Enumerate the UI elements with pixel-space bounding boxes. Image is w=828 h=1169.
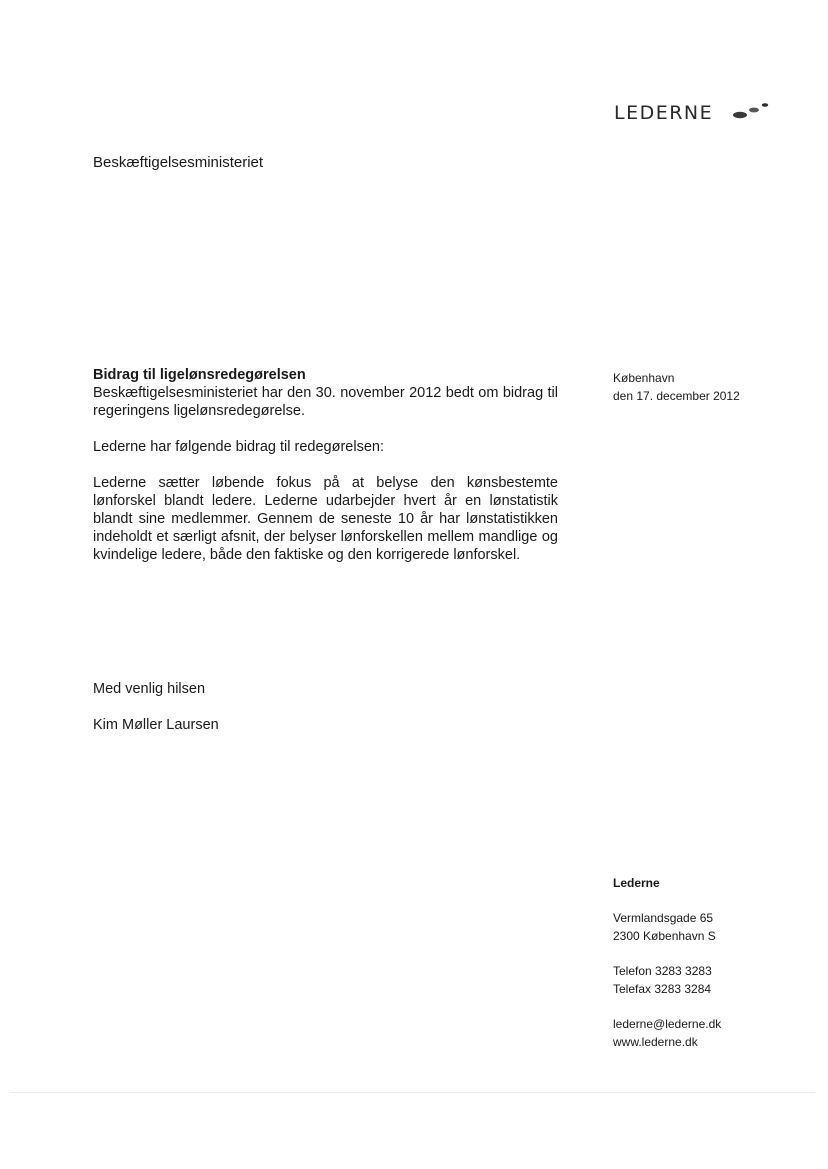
letter-body — [93, 366, 558, 564]
page-bottom-divider — [10, 1092, 815, 1093]
signer-name: Kim Møller Laursen — [93, 717, 219, 733]
recipient: Beskæftigelsesministeriet — [93, 154, 264, 171]
letter-place: København — [613, 371, 675, 385]
sender-phone: Telefon 3283 3283 — [613, 964, 712, 978]
letter-lead: Lederne har følgende bidrag til redegørelsen: — [93, 439, 384, 455]
letter-date: den 17. december 2012 — [613, 389, 740, 403]
sender-contact-block — [613, 874, 721, 1051]
letter-intro: Beskæftigelsesministeriet har den 30. november 2012 bedt om bidrag til regeringens ligelønsredegørelse. — [93, 385, 558, 419]
logo-wordmark: LEDERNE — [614, 102, 714, 124]
sender-organization: Lederne — [613, 876, 660, 890]
sender-street: Vermlandsgade 65 — [613, 911, 714, 925]
lederne-logo — [614, 100, 784, 126]
lederne-dots-logo-mark-icon — [732, 100, 780, 124]
sender-email: lederne@lederne.dk — [613, 1017, 722, 1031]
letter-subject: Bidrag til ligelønsredegørelsen — [93, 367, 306, 383]
sender-city: 2300 København S — [613, 929, 716, 943]
sender-fax: Telefax 3283 3284 — [613, 982, 712, 996]
closing-salutation: Med venlig hilsen — [93, 681, 206, 697]
sender-website: www.lederne.dk — [613, 1035, 698, 1049]
letter-paragraph: Lederne sætter løbende fokus på at belyse den kønsbestemte lønforskel blandt ledere. Lederne udarbejder hvert år en lønstatistik blandt sine medlemmer. Gennem de seneste 10 år har lønstatistikken indeholdt et særligt afsnit, der belyser lønforskellen mellem mandlige og kvindelige ledere, både den faktiske og den korrigerede lønforskel. — [93, 475, 558, 563]
place-date-block — [613, 369, 740, 405]
